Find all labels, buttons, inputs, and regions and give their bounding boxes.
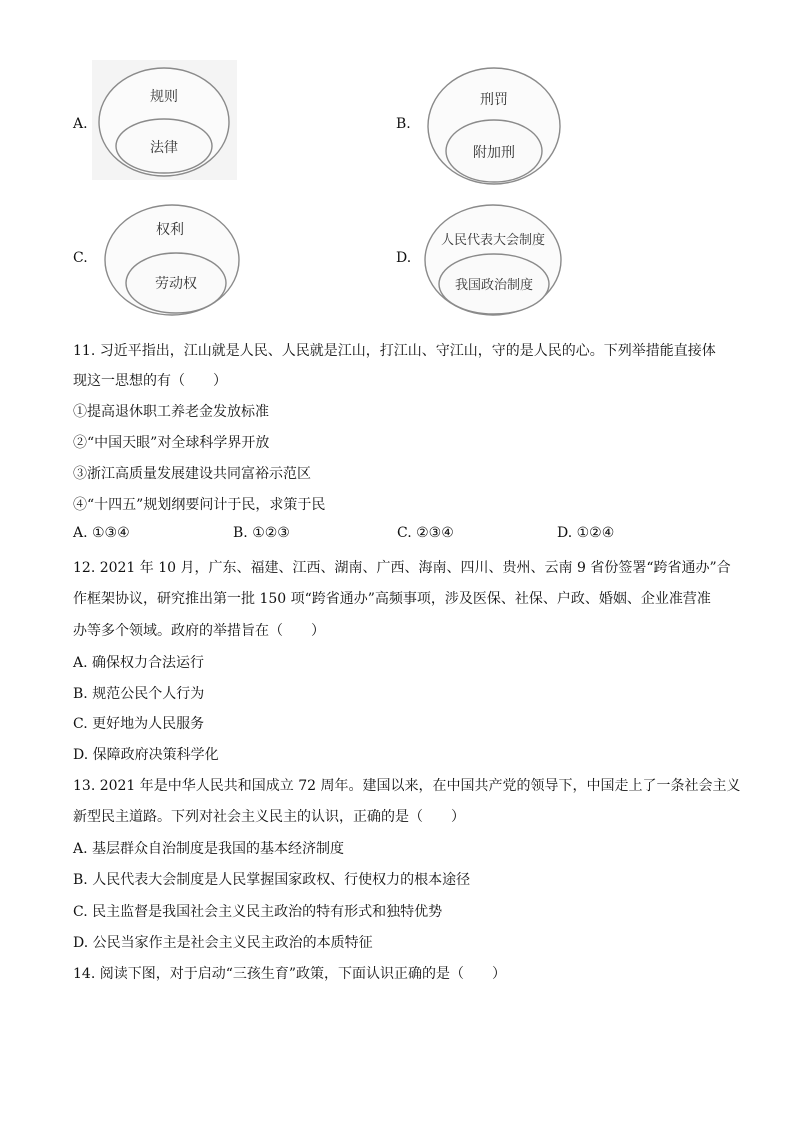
question-11-choice-b[interactable]: B. ①②③ (233, 525, 290, 541)
question-12-choice-a[interactable]: A. 确保权力合法运行 (73, 655, 205, 671)
question-13-choice-a[interactable]: A. 基层群众自治制度是我国的基本经济制度 (73, 841, 345, 857)
question-11-choice-a[interactable]: A. ①③④ (73, 525, 130, 541)
inner-label: 附加刑 (473, 145, 515, 161)
question-13-choice-d[interactable]: D. 公民当家作主是社会主义民主政治的本质特征 (73, 935, 373, 951)
inner-label: 我国政治制度 (454, 278, 534, 293)
question-12-choice-d[interactable]: D. 保障政府决策科学化 (73, 747, 219, 763)
venn-diagram-c (98, 200, 248, 318)
question-13-stem: 13. 2021 年是中华人民共和国成立 72 周年。建国以来，在中国共产党的领导下，中国走上了一条社会主义 (73, 778, 741, 794)
question-12-stem: 12. 2021 年 10 月，广东、福建、江西、湖南、广西、海南、四川、贵州、云南 9 省份签署“跨省通办”合 (73, 560, 731, 576)
question-12-stem-cont: 作框架协议，研究推出第一批 150 项“跨省通办”高频事项，涉及医保、社保、户政、婚姻、企业准营准 (73, 591, 711, 607)
question-13-choice-b[interactable]: B. 人民代表大会制度是人民掌握国家政权、行使权力的根本途径 (73, 872, 471, 888)
question-11-item: ②“中国天眼”对全球科学界开放 (73, 435, 270, 451)
question-14-stem: 14. 阅读下图，对于启动“三孩生育”政策，下面认识正确的是（ ） (73, 966, 507, 982)
question-11-stem: 11. 习近平指出，江山就是人民、人民就是江山，打江山、守江山，守的是人民的心。下列举措能直接体 (73, 343, 716, 359)
option-d-letter: D. (396, 250, 412, 266)
outer-label: 刑罚 (480, 92, 508, 108)
question-11-stem-cont: 现这一思想的有（ ） (73, 373, 227, 389)
option-c-letter: C. (73, 250, 88, 266)
venn-diagram-a (92, 60, 237, 180)
inner-label: 劳动权 (155, 276, 197, 292)
question-11-item: ④“十四五”规划纲要问计于民，求策于民 (73, 497, 326, 513)
option-b-letter: B. (396, 116, 411, 132)
question-12-choice-b[interactable]: B. 规范公民个人行为 (73, 686, 205, 702)
question-11-item: ③浙江高质量发展建设共同富裕示范区 (73, 466, 311, 482)
outer-label: 规则 (150, 89, 178, 105)
outer-label: 人民代表大会制度 (440, 233, 546, 248)
inner-label: 法律 (150, 140, 178, 156)
outer-label: 权利 (156, 222, 184, 238)
question-11-item: ①提高退休职工养老金发放标准 (73, 404, 269, 420)
venn-diagram-d (418, 200, 568, 318)
question-11-choice-c[interactable]: C. ②③④ (397, 525, 454, 541)
question-12-stem-cont: 办等多个领域。政府的举措旨在（ ） (73, 623, 325, 639)
question-12-choice-c[interactable]: C. 更好地为人民服务 (73, 716, 205, 732)
option-a-letter: A. (73, 116, 88, 132)
question-13-choice-c[interactable]: C. 民主监督是我国社会主义民主政治的特有形式和独特优势 (73, 904, 443, 920)
question-13-stem-cont: 新型民主道路。下列对社会主义民主的认识，正确的是（ ） (73, 809, 465, 825)
venn-diagram-b (422, 62, 567, 188)
question-11-choice-d[interactable]: D. ①②④ (557, 525, 615, 541)
